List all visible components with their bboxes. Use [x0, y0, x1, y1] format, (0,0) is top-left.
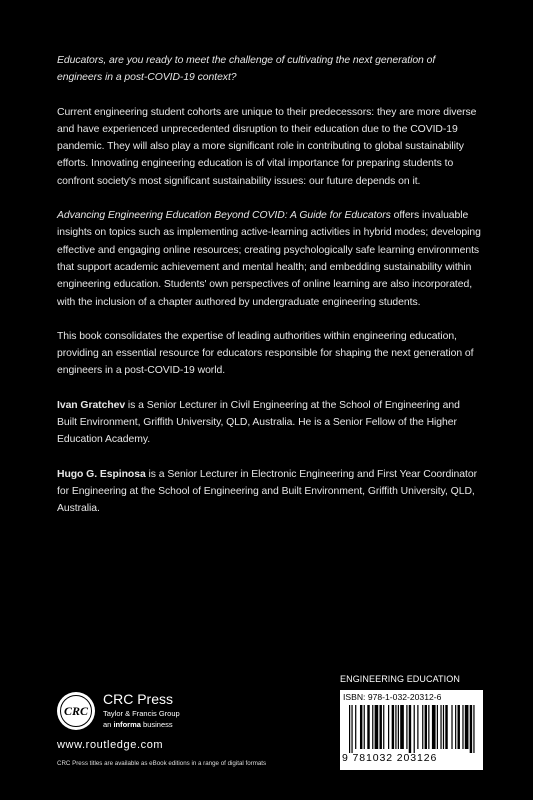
- description-paragraph-3: This book consolidates the expertise of leading authorities within engineering education, providing an essential resource for educators responsible for shaping the next generation of engineers in a post-COVID-19 world.: [57, 330, 474, 377]
- publisher-name: CRC Press: [103, 691, 174, 707]
- barcode-bar: [432, 705, 436, 749]
- barcode-bar: [455, 705, 456, 749]
- barcode-bars: [349, 705, 477, 753]
- informa-tagline: [103, 720, 173, 729]
- book-title: Advancing Engineering Education Beyond COVID: A Guide for Educators: [57, 210, 391, 222]
- barcode-bar: [355, 705, 356, 749]
- barcode-bar: [372, 705, 373, 749]
- publisher-website[interactable]: www.routledge.com: [57, 739, 164, 751]
- barcode-bar: [395, 705, 396, 749]
- barcode-bar: [422, 705, 423, 749]
- barcode-bar: [367, 705, 369, 749]
- barcode-bar: [414, 705, 415, 753]
- barcode-bar: [458, 705, 460, 749]
- barcode-bar: [398, 705, 399, 749]
- barcode-bar: [409, 705, 411, 753]
- barcode-bar: [443, 705, 444, 749]
- author-2-bio: [57, 466, 482, 518]
- barcode-bar: [417, 705, 418, 749]
- barcode-bar: [437, 705, 438, 749]
- author-1-text: is a Senior Lecturer in Civil Engineering at the School of Engineering and Built Environment, Griffith University, QLD, Australia. He is a Senior Fellow of the Higher Education Academy.: [57, 399, 460, 446]
- barcode-bar: [428, 705, 429, 749]
- barcode-bar: [470, 705, 472, 753]
- barcode-bar: [375, 705, 379, 749]
- description-paragraph-1: Current engineering student cohorts are unique to their predecessors: they are more diverse and have experienced unprecedented disruption to their education due to the COVID-19 pandemic. They will also play a more significant role in contributing to global sustainability efforts. Innovating engineering education is of vital importance for preparing students to confront society's most significant sustainability issues: our future depends on it.: [57, 106, 477, 187]
- barcode-bar: [406, 705, 407, 749]
- author-2-text: is a Senior Lecturer in Electronic Engineering and First Year Coordinator for Engineering at the School of Engineering and Built Environment, Griffith University, QLD, Australia.: [57, 468, 477, 515]
- barcode-bar: [351, 705, 352, 753]
- barcode-bar: [392, 705, 394, 749]
- publisher-block: [57, 690, 257, 760]
- barcode-bar: [379, 705, 381, 749]
- crc-press-logo: [57, 692, 95, 730]
- isbn-number: ISBN: 978-1-032-20312-6: [343, 692, 442, 702]
- barcode-bar: [360, 705, 362, 749]
- barcode-bar: [388, 705, 389, 749]
- barcode-bar: [349, 705, 350, 753]
- barcode-bar: [364, 705, 365, 749]
- informa-suffix: business: [140, 720, 173, 729]
- category-label: ENGINEERING EDUCATION: [340, 674, 460, 684]
- barcode-bar: [462, 705, 463, 749]
- publisher-group: Taylor & Francis Group: [103, 709, 180, 718]
- intro-question: Educators, are you ready to meet the challenge of cultivating the next generation of engineers in a post-COVID-19 context?: [57, 55, 436, 84]
- barcode-bar: [440, 705, 441, 749]
- description-paragraph-2: [57, 207, 482, 311]
- barcode-bar: [473, 705, 474, 753]
- crc-logo-text: CRC: [63, 704, 89, 718]
- barcode-bar: [465, 705, 469, 749]
- barcode-bar: [425, 705, 427, 749]
- barcode-bar: [383, 705, 384, 749]
- paragraph-2-text: offers invaluable insights on topics such as implementing active-learning activities in hybrid modes; developing effective and engaging online resources; creating psychologically safe learning environments that support academic achievement and mental health; and embedding sustainability within engineering education. Students' own perspectives of online learning are also incorporated, with the inclusion of a chapter authored by undergraduate engineering students.: [57, 210, 481, 308]
- ebook-note: CRC Press titles are available as eBook editions in a range of digital formats: [57, 760, 267, 767]
- author-2-name: Hugo G. Espinosa: [57, 468, 146, 480]
- isbn-barcode: [340, 690, 483, 770]
- informa-prefix: an: [103, 720, 114, 729]
- back-cover-text: [57, 52, 482, 535]
- barcode-bar: [445, 705, 447, 749]
- barcode-bar: [451, 705, 452, 749]
- barcode-bar: [400, 705, 404, 749]
- barcode-digits: 9 781032 203126: [342, 752, 438, 764]
- informa-bold: informa: [113, 720, 141, 729]
- author-1-name: Ivan Gratchev: [57, 399, 126, 411]
- author-1-bio: [57, 397, 482, 449]
